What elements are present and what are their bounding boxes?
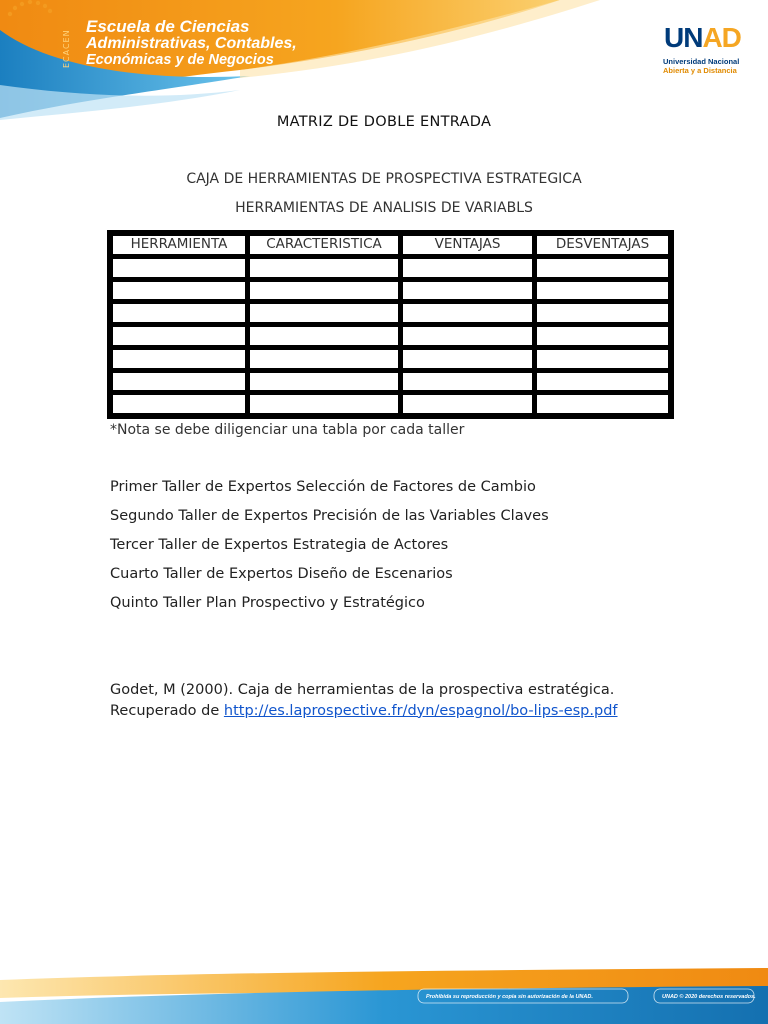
list-item: Tercer Taller de Expertos Estrategia de Actores [110,537,449,553]
workshop-list [110,478,549,623]
table-cell[interactable] [536,258,669,278]
school-line: Escuela de Ciencias [86,17,250,36]
table-cell[interactable] [112,281,246,301]
school-line: Económicas y de Negocios [86,52,274,68]
unad-subtitle [663,57,753,75]
table-row [112,303,669,323]
document-subtitle-2: HERRAMIENTAS DE ANALISIS DE VARIABLS [235,200,533,216]
table-header-row [112,235,669,255]
table-cell[interactable] [402,258,533,278]
footer-notice: Prohibida su reproducción y copia sin autorización de la UNAD. [426,994,593,1000]
unad-un: UN [664,22,703,53]
table-row [112,394,669,414]
table-row [112,349,669,369]
table-cell[interactable] [249,303,399,323]
unad-dots-icon [0,0,92,64]
reference [110,680,670,721]
table-cell[interactable] [112,372,246,392]
header-herramienta: HERRAMIENTA [112,235,246,255]
table-cell[interactable] [112,326,246,346]
table-cell[interactable] [112,258,246,278]
table-cell[interactable] [249,394,399,414]
table-row [112,372,669,392]
document-title: MATRIZ DE DOBLE ENTRADA [276,114,492,130]
unad-subtitle-line2: Abierta y a Distancia [663,66,737,75]
table-cell[interactable] [249,281,399,301]
table-cell[interactable] [402,349,533,369]
table-cell[interactable] [536,303,669,323]
table-row [112,326,669,346]
table-row [112,281,669,301]
table-cell[interactable] [112,303,246,323]
table-cell[interactable] [536,394,669,414]
table-cell[interactable] [112,349,246,369]
table-cell[interactable] [402,303,533,323]
footer-copyright: UNAD © 2020 derechos reservados. [662,994,756,1000]
list-item: Cuarto Taller de Expertos Diseño de Escenarios [110,566,453,582]
table-cell[interactable] [402,394,533,414]
matrix-table [107,230,674,419]
document-subtitle-1: CAJA DE HERRAMIENTAS DE PROSPECTIVA ESTRATEGICA [186,171,582,187]
table-cell[interactable] [402,372,533,392]
unad-logo [664,22,741,54]
header-caracteristica: CARACTERISTICA [249,235,399,255]
table-cell[interactable] [249,372,399,392]
table-cell[interactable] [536,349,669,369]
table-cell[interactable] [536,326,669,346]
table-cell[interactable] [249,326,399,346]
header-ventajas: VENTAJAS [402,235,533,255]
list-item: Quinto Taller Plan Prospectivo y Estratégico [110,595,425,611]
table-cell[interactable] [402,326,533,346]
footer-banner [0,958,768,1024]
list-item: Primer Taller de Expertos Selección de Factores de Cambio [110,479,536,495]
table-cell[interactable] [249,349,399,369]
reference-link[interactable]: http://es.laprospective.fr/dyn/espagnol/bo-lips-esp.pdf [223,702,618,719]
reference-text: Godet, M (2000). Caja de herramientas de la prospectiva estratégica. Recuperado de [110,682,615,719]
list-item: Segundo Taller de Expertos Precisión de las Variables Claves [110,508,549,524]
table-cell[interactable] [249,258,399,278]
unad-ad: AD [702,22,741,53]
table-cell[interactable] [536,281,669,301]
table-note: *Nota se debe diligenciar una tabla por cada taller [110,422,465,438]
table-row [112,258,669,278]
footer-swoosh [0,958,768,1024]
table-cell[interactable] [536,372,669,392]
ecacen-tag: ECACEN [62,29,71,68]
table-cell[interactable] [402,281,533,301]
table-cell[interactable] [112,394,246,414]
header-banner [0,0,768,120]
school-name [86,18,297,69]
header-desventajas: DESVENTAJAS [536,235,669,255]
school-line: Administrativas, Contables, [86,35,297,52]
unad-subtitle-line1: Universidad Nacional [663,57,740,66]
